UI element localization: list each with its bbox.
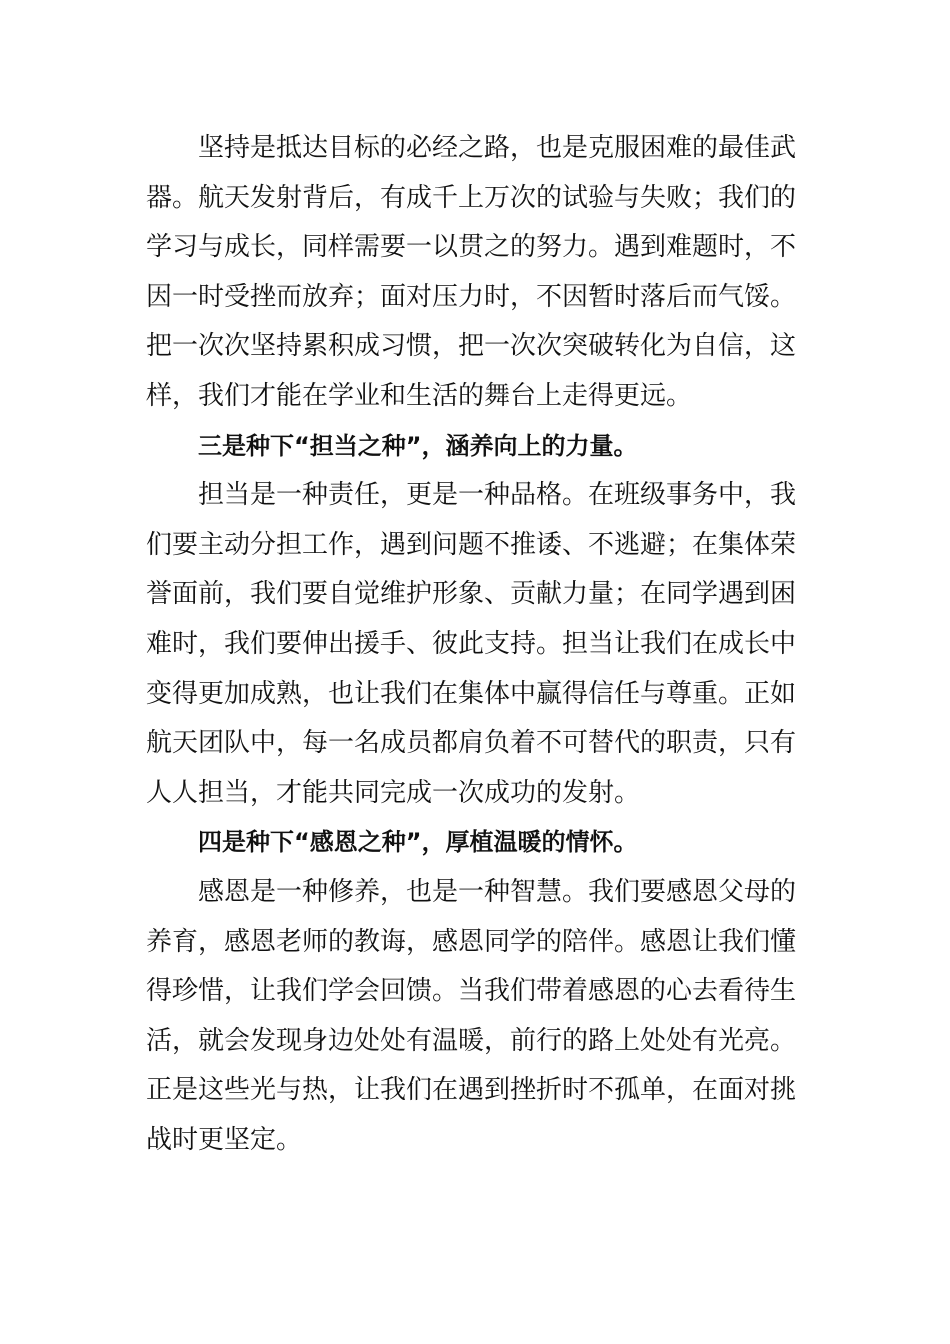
text-line: 学习与成长，同样需要一以贯之的努力。遇到难题时，不: [146, 232, 797, 263]
document-body: [146, 124, 797, 1165]
section-heading-responsibility: 三是种下“担当之种”，涵养向上的力量。: [198, 431, 638, 460]
text-line: 们要主动分担工作，遇到问题不推诿、不逃避；在集体荣: [146, 529, 797, 560]
text-line: 航天团队中，每一名成员都肩负着不可替代的职责，只有: [146, 728, 797, 759]
text-line: 活，就会发现身边处处有温暖，前行的路上处处有光亮。: [146, 1025, 797, 1056]
text-line: 养育，感恩老师的教诲，感恩同学的陪伴。感恩让我们懂: [146, 926, 797, 957]
text-line: 人人担当，才能共同完成一次成功的发射。: [146, 777, 641, 808]
section-heading-gratitude: 四是种下“感恩之种”，厚植温暖的情怀。: [198, 828, 638, 857]
text-line: 样，我们才能在学业和生活的舞台上走得更远。: [146, 380, 693, 411]
text-line: 正是这些光与热，让我们在遇到挫折时不孤单，在面对挑: [146, 1075, 797, 1106]
paragraph-gratitude: [146, 868, 797, 1166]
text-line: 把一次次坚持累积成习惯，把一次次突破转化为自信，这: [146, 331, 797, 362]
text-line: 战时更坚定。: [146, 1124, 303, 1155]
text-line: 感恩是一种修养，也是一种智慧。我们要感恩父母的: [198, 876, 797, 907]
text-line: 变得更加成熟，也让我们在集体中赢得信任与尊重。正如: [146, 678, 797, 709]
text-line: 担当是一种责任，更是一种品格。在班级事务中，我: [198, 480, 797, 511]
text-line: 因一时受挫而放弃；面对压力时，不因暂时落后而气馁。: [146, 281, 797, 312]
text-line: 器。航天发射背后，有成千上万次的试验与失败；我们的: [146, 182, 797, 213]
paragraph-responsibility: [146, 471, 797, 818]
text-line: 坚持是抵达目标的必经之路，也是克服困难的最佳武: [198, 133, 797, 163]
text-line: 誉面前，我们要自觉维护形象、贡献力量；在同学遇到困: [146, 579, 797, 610]
text-line: 难时，我们要伸出援手、彼此支持。担当让我们在成长中: [146, 628, 797, 659]
paragraph-perseverance: [146, 124, 797, 422]
text-line: 得珍惜，让我们学会回馈。当我们带着感恩的心去看待生: [146, 976, 797, 1007]
